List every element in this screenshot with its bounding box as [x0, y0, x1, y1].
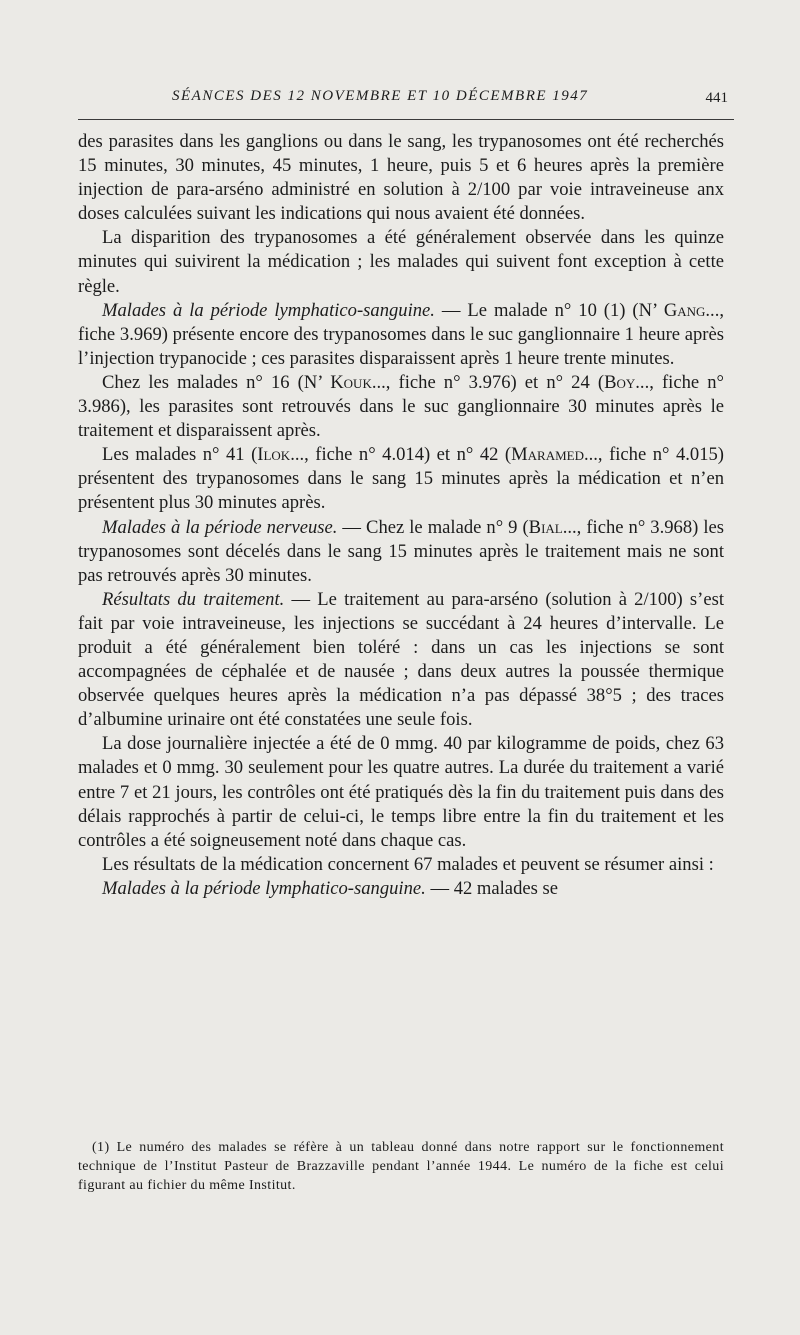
text-run: Les malades n° 41 (	[102, 444, 258, 466]
text-run: ..., fiche n° 3.986), les parasites sont retrouvés dans le suc ganglionnaire 30 minutes après le traitement et disparaissent après.	[78, 371, 724, 442]
patient-name: Boy	[604, 371, 636, 393]
text-run: — Chez le malade n° 9 (	[337, 516, 529, 538]
patient-name: Gang	[663, 299, 706, 321]
text-run: Chez les malades n° 16 (N’	[102, 371, 331, 393]
paragraph: La disparition des trypanosomes a été généralement observée dans les quinze minutes qui suivirent la médication ; les malades qui suivent font exception à cette règle.	[78, 227, 724, 297]
text-run: — Le traitement au para-arséno (solution à 2/100) s’est fait par voie intraveineuse, les injections se succédant à 24 heures d’intervalle. Le produit a été généralement bien toléré : dans un cas les injections se sont accompagnées de céphalée et de nausée ; dans deux autres la poussée thermique observée quelques heures après la médication n’a pas dépassé 38°5 ; des traces d’albumine urinaire ont été constatées une seule fois.	[78, 588, 724, 731]
patient-name: Bial	[528, 516, 563, 538]
paragraph	[78, 588, 724, 733]
paragraph	[78, 516, 724, 588]
paragraph: La dose journalière injectée a été de 0 mmg. 40 par kilogramme de poids, chez 63 malades et 0 mmg. 30 seulement pour les quatre autres. La durée du traitement a varié entre 7 et 21 jours, les contrôles ont été pratiqués dès la fin du traitement puis dans des délais rapprochés à partir de celui-ci, le temps libre entre la fin du traitement et les contrôles a été soigneusement noté dans chaque cas.	[78, 733, 724, 851]
section-lead: Malades à la période lymphatico-sanguine.	[102, 299, 435, 321]
text-run: ..., fiche 3.969) présente encore des trypanosomes dans le suc ganglionnaire 1 heure après l’injection trypanocide ; ces parasites disparaissent après 1 heure trente minutes.	[78, 299, 724, 369]
section-lead: Résultats du traitement.	[102, 588, 285, 610]
text-run: ..., fiche n° 3.968) les trypanosomes sont décelés dans le sang 15 minutes après le traitement mais ne sont pas retrouvés après 30 minutes.	[78, 516, 724, 586]
paragraph	[78, 371, 724, 443]
header-rule	[78, 119, 734, 120]
paragraph: Les résultats de la médication concernent 67 malades et peuvent se résumer ainsi :	[102, 853, 714, 875]
text-run: ..., fiche n° 3.976) et n° 24 (	[371, 371, 605, 393]
body-text	[78, 130, 724, 901]
text-run: — Le malade n° 10 (1) (N’	[434, 299, 664, 321]
footnote-text: (1) Le numéro des malades se réfère à un tableau donné dans notre rapport sur le fonctionnement technique de l’Institut Pasteur de Brazzaville pendant l’année 1944. Le numéro de la fiche est celui figurant au fichier du même Institut.	[78, 1140, 724, 1193]
footnote	[78, 1138, 724, 1195]
paragraph	[78, 877, 724, 901]
section-lead: Malades à la période nerveuse.	[102, 516, 338, 538]
patient-name: Ilok	[257, 444, 291, 466]
patient-name: Kouk	[330, 371, 372, 393]
text-run: — 42 malades se	[425, 877, 558, 899]
text-run: ..., fiche n° 4.014) et n° 42 (	[290, 444, 512, 466]
section-lead: Malades à la période lymphatico-sanguine.	[102, 877, 426, 899]
page-header	[78, 88, 728, 114]
page-number: 441	[705, 90, 728, 106]
paragraph	[78, 299, 724, 371]
paragraph: des parasites dans les ganglions ou dans le sang, les trypanosomes ont été recherchés 15 minutes, 30 minutes, 45 minutes, 1 heure, puis 5 et 6 heures après la première injection de para-arséno administré en solution à 2/100 par voie intraveineuse anx doses calculées suivant les indications qui nous avaient été données.	[78, 131, 724, 225]
running-head: SÉANCES DES 12 NOVEMBRE ET 10 DÉCEMBRE 1947	[172, 88, 589, 104]
patient-name: Maramed	[511, 444, 584, 466]
paragraph	[78, 443, 724, 515]
text-run: ..., fiche n° 4.015) présentent des trypanosomes dans le sang 15 minutes après la médication et n’en présentent plus 30 minutes après.	[78, 444, 724, 514]
